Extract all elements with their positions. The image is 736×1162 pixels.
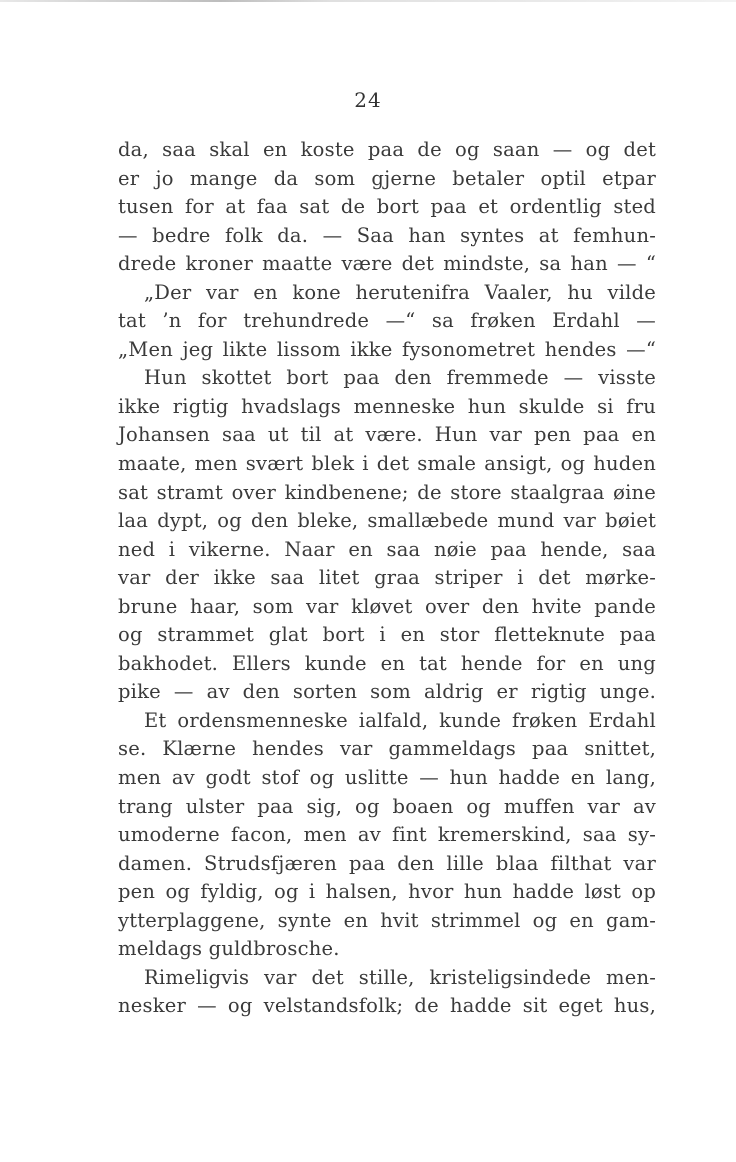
text-line: laa dypt, og den bleke, smallæbede mund var bøiet <box>118 509 656 533</box>
text-line: men av godt stof og uslitte — hun hadde en lang, <box>118 766 656 790</box>
text-line: og strammet glat bort i en stor fletteknute paa <box>118 623 656 647</box>
text-line: maate, men svært blek i det smale ansigt, og huden <box>118 452 656 476</box>
text-line: ned i vikerne. Naar en saa nøie paa hende, saa <box>118 537 656 561</box>
text-line: ytterplaggene, synte en hvit strimmel og en gam- <box>118 908 656 932</box>
text-line: pen og fyldig, og i halsen, hvor hun hadde løst op <box>118 880 656 904</box>
text-line: tat ’n for trehundrede —“ sa frøken Erdahl — <box>118 309 656 333</box>
text-line: umoderne facon, men av fint kremerskind, saa sy- <box>118 823 656 847</box>
text-line: — bedre folk da. — Saa han syntes at femhun- <box>118 223 656 247</box>
text-line: meldags guldbrosche. <box>118 937 340 961</box>
text-line: bakhodet. Ellers kunde en tat hende for en ung <box>118 651 656 675</box>
page-top-edge <box>0 0 736 2</box>
text-line: „Men jeg likte lissom ikke fysonometret hendes —“ <box>118 337 656 361</box>
text-line: drede kroner maatte være det mindste, sa han — “ <box>118 252 656 276</box>
text-line: Rimeligvis var det stille, kristeligsindede men- <box>144 965 656 989</box>
text-line: damen. Strudsfjæren paa den lille blaa filthat var <box>118 851 656 875</box>
text-line: da, saa skal en koste paa de og saan — og det <box>118 138 656 161</box>
text-line: ikke rigtig hvadslags menneske hun skulde si fru <box>118 394 656 418</box>
text-line: tusen for at faa sat de bort paa et ordentlig sted <box>118 195 656 219</box>
text-line: se. Klærne hendes var gammeldags paa snittet, <box>118 737 656 761</box>
text-line: var der ikke saa litet graa striper i det mørke- <box>118 566 656 590</box>
page-number: 24 <box>354 88 382 112</box>
text-line: pike — av den sorten som aldrig er rigtig unge. <box>118 680 656 704</box>
text-line: brune haar, som var kløvet over den hvite pande <box>118 594 656 618</box>
text-line: Hun skottet bort paa den fremmede — visste <box>144 366 656 390</box>
text-line: trang ulster paa sig, og boaen og muffen var av <box>118 794 656 818</box>
text-line: sat stramt over kindbenene; de store staalgraa øine <box>118 480 656 504</box>
text-line: Johansen saa ut til at være. Hun var pen paa en <box>118 423 656 447</box>
text-line: nesker — og velstandsfolk; de hadde sit eget hus, <box>118 994 656 1018</box>
body-text <box>118 136 656 1021</box>
text-line: er jo mange da som gjerne betaler optil etpar <box>118 166 656 190</box>
text-line: Et ordensmenneske ialfald, kunde frøken Erdahl <box>144 708 656 732</box>
text-line: „Der var en kone herutenifra Vaaler, hu vilde <box>144 280 656 304</box>
